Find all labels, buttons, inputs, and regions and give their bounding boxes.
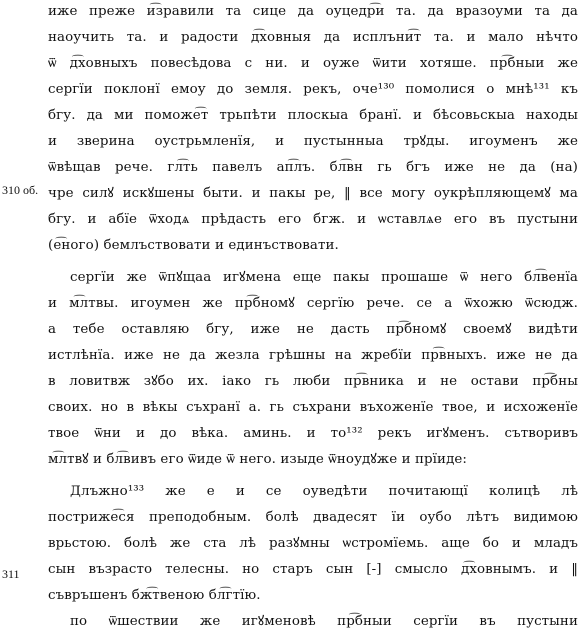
text-line: бгу. да ми поможе͡т трьпѣти плоскыа бранї. и бѣсовьскыа находы [48, 108, 578, 123]
text-line: Длъжно¹³³ же е и се оуведѣти почитающї колицѣ лѣ [70, 484, 578, 499]
text-line: своих. но в вѣкы съхранї а. гь съхрани въхоженїе твое, и исхоженїе [48, 400, 578, 415]
text-line: наоучить та. и радости д͡ховныя да исплъни͡т та. и мало нѣчто [48, 30, 578, 45]
text-line: сын възрасто телесны. но старъ сын [-] смысло д͡ховнымъ. и ‖ [48, 562, 578, 577]
text-line: и зверина оустрьмленїя, и пустынныа трꙋды. игоуменъ же [48, 134, 578, 149]
text-line: бгу. и абїе ѿходѧ прѣдасть его бгж. и ѡставлѧе его въ пустыни [48, 212, 578, 227]
text-line: твое ѿни и до вѣка. аминь. и то¹³² рекъ игꙋменъ. сътворивъ [48, 426, 578, 441]
text-line: в ловитвж зꙋбо их. iако гь люби пр͡вника и не остави пр͡бны [48, 374, 578, 389]
text-line: постриже͡ся преподобным. болѣ двадесят їи оубо лѣтъ видимою [48, 510, 578, 525]
text-line: ѿвѣщав рече. гл͡ть павелъ ап͡лъ. бл͡вн гь бгъ иже не да (на) [48, 160, 578, 175]
text-line: съвръшенъ бж͡твеною бл͡гтїю. [48, 588, 261, 603]
text-line: иже преже и͡зравили та сице да оуцедр͡и та. да вразоуми та да [48, 4, 578, 19]
text-line: а тебе оставляю бгу, иже не дасть пр͡бномꙋ своемꙋ видѣти [48, 322, 578, 337]
folio-marker-310v: 310 об. [2, 183, 39, 197]
text-line: истлѣнїа. иже не да жезла грѣшны на жребїи пр͡вныхъ. иже не да [48, 348, 578, 363]
text-line: ѿ д͡ховныхъ повесѣдова с ни. и оуже ѿити хотяше. пр͡бныи же [48, 56, 578, 71]
text-line: сергїи же ѿпꙋщаа игꙋмена еще пакы прошаше ѿ него бл͡венїа [70, 270, 578, 285]
text-line: (е͡ного) бемлъствовати и единъствовати. [48, 238, 339, 253]
text-line: по ѿшествии же игꙋменовѣ пр͡бныи сергїи въ пустыни [70, 614, 578, 629]
text-line: чре силꙋ искꙋшены быти. и пакы ре, ‖ все могу оукрѣпляющемꙋ ма [48, 186, 578, 201]
text-line: врьстою. болѣ же ста лѣ разꙋмны ѡстромїемь. аще бо и младъ [48, 536, 578, 551]
text-line: и м͡лтвы. игоумен же пр͡бномꙋ сергїю рече. се а ѿхожю ѿсюдж. [48, 296, 578, 311]
text-line: сергїи поклонї емоу до земля. рекъ, оче¹³⁰ помолися о мнѣ¹³¹ къ [48, 82, 578, 97]
text-line: м͡лтвꙋ и бл͡вивъ его ѿиде ѿ него. изыде ѿноудꙋже и прїиде: [48, 452, 468, 467]
folio-marker-311: 311 [2, 567, 20, 581]
